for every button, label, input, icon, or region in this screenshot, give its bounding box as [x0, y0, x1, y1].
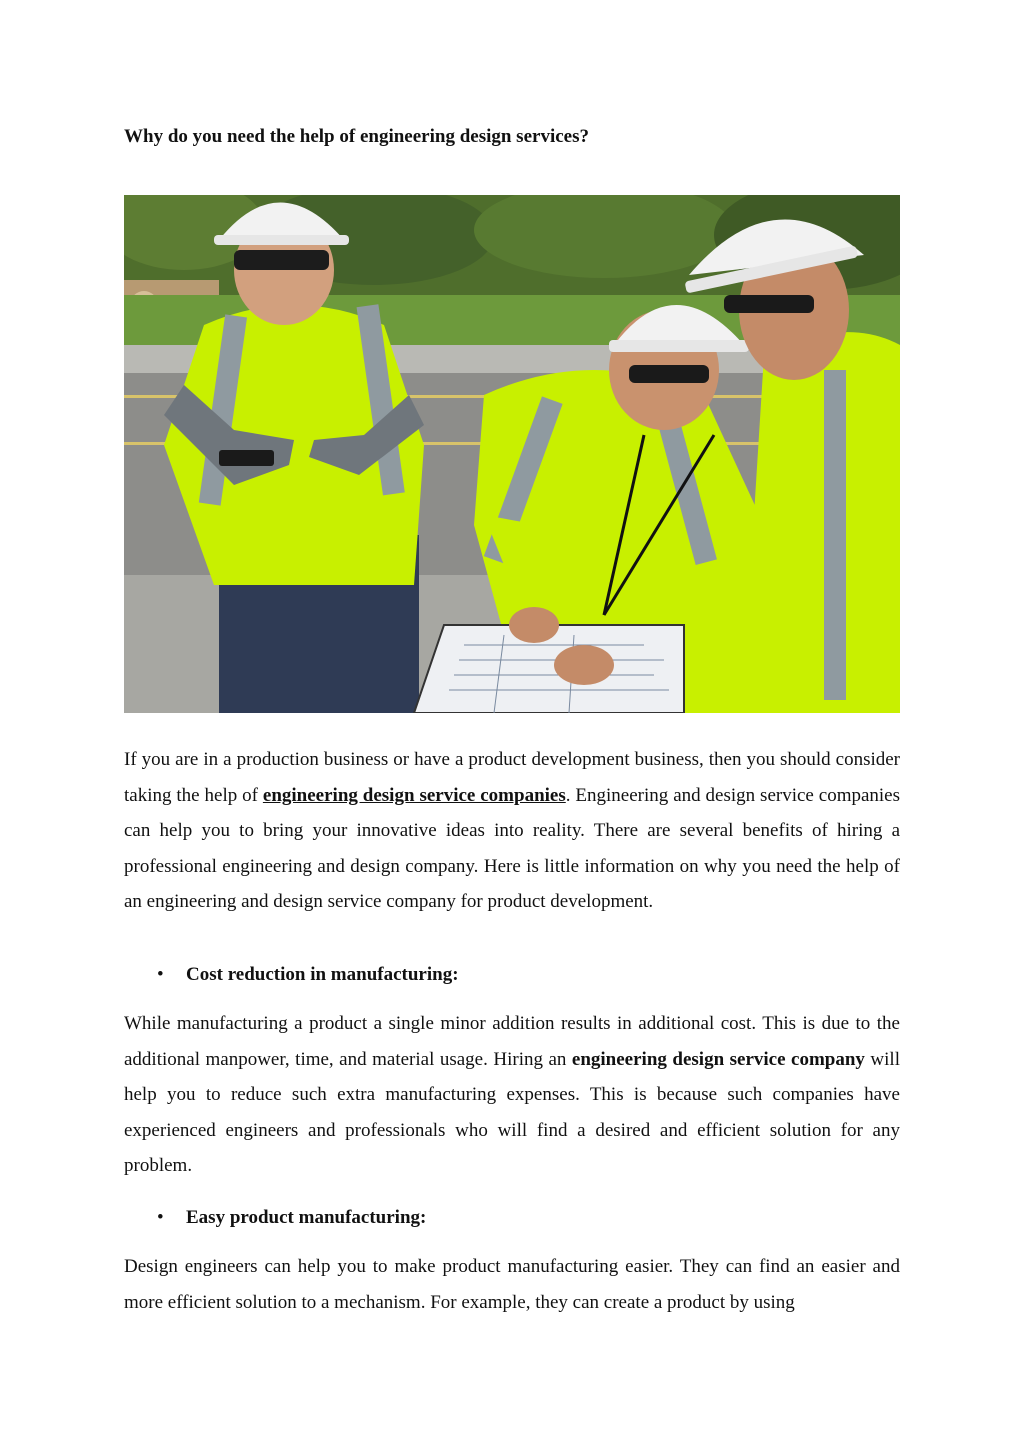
easy-text: Design engineers can help you to make product manufacturing easier. They can find an easier and more efficient solution to a mechanism. For example, they can create a product by using [124, 1256, 900, 1313]
bullet-cost-reduction [124, 962, 900, 988]
photo-illustration [124, 195, 900, 713]
easy-manufacturing-paragraph [124, 1249, 900, 1320]
bullet-dot: • [157, 964, 164, 985]
intro-paragraph [124, 742, 900, 920]
intro-text-start: If you are in a production business or have a product development business, then you should consider taking the help of [124, 749, 900, 806]
cost-bold-phrase: engineering design service company [571, 1048, 865, 1070]
page-title: Why do you need the help of engineering design services? [124, 126, 589, 147]
section-heading-cost-reduction: Cost reduction in manufacturing: [186, 964, 459, 985]
cost-text-start: While manufacturing a product a single minor addition results in additional cost. This is due to the additional manpower, time, and material usage. Hiring an [124, 1013, 900, 1070]
article-photo [124, 195, 900, 713]
cost-text-end: will help you to reduce such extra manufacturing expenses. This is because such companies have experienced engineers and professionals who will find a desired and efficient solution for any problem. [124, 1048, 900, 1177]
cost-reduction-paragraph [124, 1006, 900, 1184]
bullet-dot: • [157, 1207, 164, 1228]
bullet-easy-manufacturing [124, 1205, 900, 1231]
engineering-design-service-companies-link[interactable]: engineering design service companies [262, 784, 566, 806]
section-heading-easy-manufacturing: Easy product manufacturing: [186, 1207, 427, 1228]
intro-text-end: . Engineering and design service companies can help you to bring your innovative ideas into reality. There are several benefits of hiring a professional engineering and design company. Here is little information on why you need the help of an engineering and design service company for product development. [124, 784, 901, 913]
